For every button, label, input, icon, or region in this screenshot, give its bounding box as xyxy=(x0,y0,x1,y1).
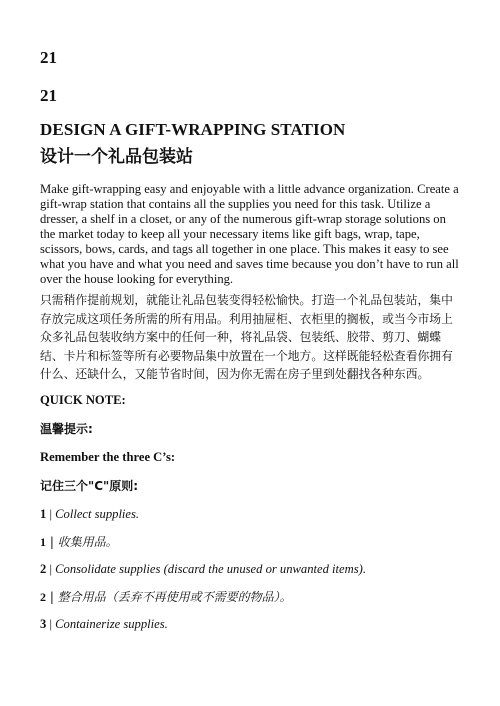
list-item-zh xyxy=(40,534,462,550)
list-item-text: Consolidate supplies (discard the unused or unwanted items). xyxy=(55,561,366,576)
remember-heading-en: Remember the three C’s: xyxy=(40,449,176,464)
list-item-text: 收集用品。 xyxy=(57,534,118,549)
list-item-number: 1 xyxy=(40,534,46,549)
body-paragraph-en: Make gift-wrapping easy and enjoyable with a little advance organization. Create a gift-wrap station that contains all the supplies you need for this task. Utilize a dresser, a shelf in a closet, or any of the numerous gift-wrap storage solutions on the market today to keep all your necessary items like gift bags, wrap, tape, scissors, bows, cards, and tags all together in one place. This makes it easy to see what you have and what you need and saves time because you don’t have to run all over the house looking for everything. xyxy=(40,182,459,286)
list-separator: | xyxy=(46,506,56,521)
list-item-en xyxy=(40,617,462,632)
remember-heading-zh: 记住三个"C"原则: xyxy=(40,478,139,493)
list-item-number: 2 xyxy=(40,561,47,576)
quick-note-heading-zh: 温馨提示: xyxy=(40,421,93,436)
list-item-text: Containerize supplies. xyxy=(55,616,168,631)
list-item-text: Collect supplies. xyxy=(55,506,140,521)
list-item-zh xyxy=(40,589,462,605)
page-number: 21 xyxy=(40,48,57,67)
list-item-number: 1 xyxy=(40,506,47,521)
list-item-number: 2 xyxy=(40,589,46,604)
section-title-zh: 设计一个礼品包装站 xyxy=(40,147,193,167)
document-page xyxy=(40,48,462,644)
section-title-en: DESIGN A GIFT-WRAPPING STATION xyxy=(40,120,346,139)
body-paragraph-zh: 只需稍作提前规划，就能让礼品包装变得轻松愉快。打造一个礼品包装站，集中存放完成这项任务所需的所有用品。利用抽屉柜、衣柜里的搁板，或当今市场上众多礼品包装收纳方案中的任何一种，将礼品袋、包装纸、胶带、剪刀、蝴蝶结、卡片和标签等所有必要物品集中放置在一个地方。这样既能轻松查看你拥有什么、还缺什么，又能节省时间，因为你无需在房子里到处翻找各种东西。 xyxy=(40,293,453,381)
list-separator: | xyxy=(46,589,58,604)
list-separator: | xyxy=(46,561,56,576)
list-separator: | xyxy=(46,534,58,549)
list-item-number: 3 xyxy=(40,616,47,631)
list-separator: | xyxy=(46,616,56,631)
page-number: 21 xyxy=(40,86,57,105)
list-item-en xyxy=(40,562,462,577)
list-item-en xyxy=(40,507,462,522)
list-item-text: 整合用品（丢弃不再使用或不需要的物品）。 xyxy=(57,589,292,604)
quick-note-heading-en: QUICK NOTE: xyxy=(40,392,126,407)
